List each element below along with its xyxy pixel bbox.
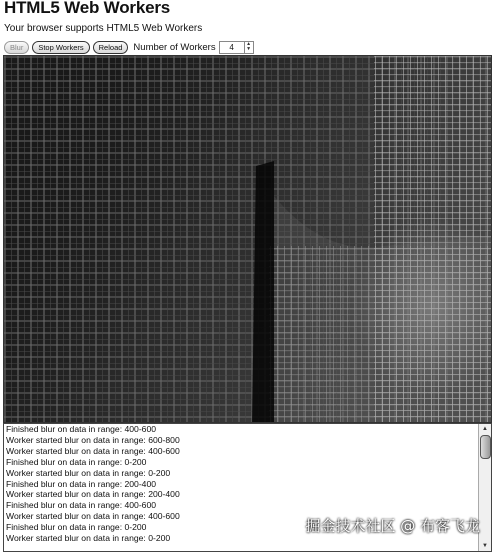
controls-bar (4, 40, 254, 54)
log-line: Worker started blur on data in range: 600-800 (6, 434, 180, 445)
reload-button[interactable]: Reload (93, 41, 129, 54)
stepper-arrows[interactable] (244, 42, 253, 53)
log-line: Worker started blur on data in range: 400-600 (6, 445, 180, 456)
log-line: Finished blur on data in range: 200-400 (6, 478, 157, 489)
workers-value[interactable]: 4 (229, 42, 234, 52)
log-line: Worker started blur on data in range: 0-200 (6, 533, 171, 544)
scroll-thumb[interactable] (480, 435, 491, 459)
workers-label: Number of Workers (133, 41, 216, 53)
log-line: Worker started blur on data in range: 400-600 (6, 511, 180, 522)
stepper-up-icon[interactable]: ▲ (246, 40, 252, 47)
log-line: Finished blur on data in range: 0-200 (6, 522, 147, 533)
page-title: HTML5 Web Workers (4, 0, 171, 17)
blurred-grid-image (4, 56, 491, 422)
scroll-down-icon[interactable]: ▼ (482, 543, 488, 549)
scroll-up-icon[interactable]: ▲ (482, 426, 488, 432)
log-line: Finished blur on data in range: 0-200 (6, 456, 147, 467)
watermark: 掘金技术社区 @ 布客飞龙 (305, 517, 480, 535)
log-line: Finished blur on data in range: 400-600 (6, 500, 157, 511)
blur-button[interactable]: Blur (4, 41, 29, 54)
support-message: Your browser supports HTML5 Web Workers (4, 23, 203, 34)
stop-workers-button[interactable]: Stop Workers (32, 41, 89, 54)
log-line: Worker started blur on data in range: 200-400 (6, 489, 180, 500)
log-lines (6, 424, 180, 544)
log-line: Worker started blur on data in range: 0-200 (6, 467, 171, 478)
log-line: Finished blur on data in range: 400-600 (6, 424, 157, 434)
blur-canvas (3, 55, 492, 423)
workers-stepper[interactable] (219, 41, 254, 54)
stepper-down-icon[interactable]: ▼ (246, 46, 252, 52)
